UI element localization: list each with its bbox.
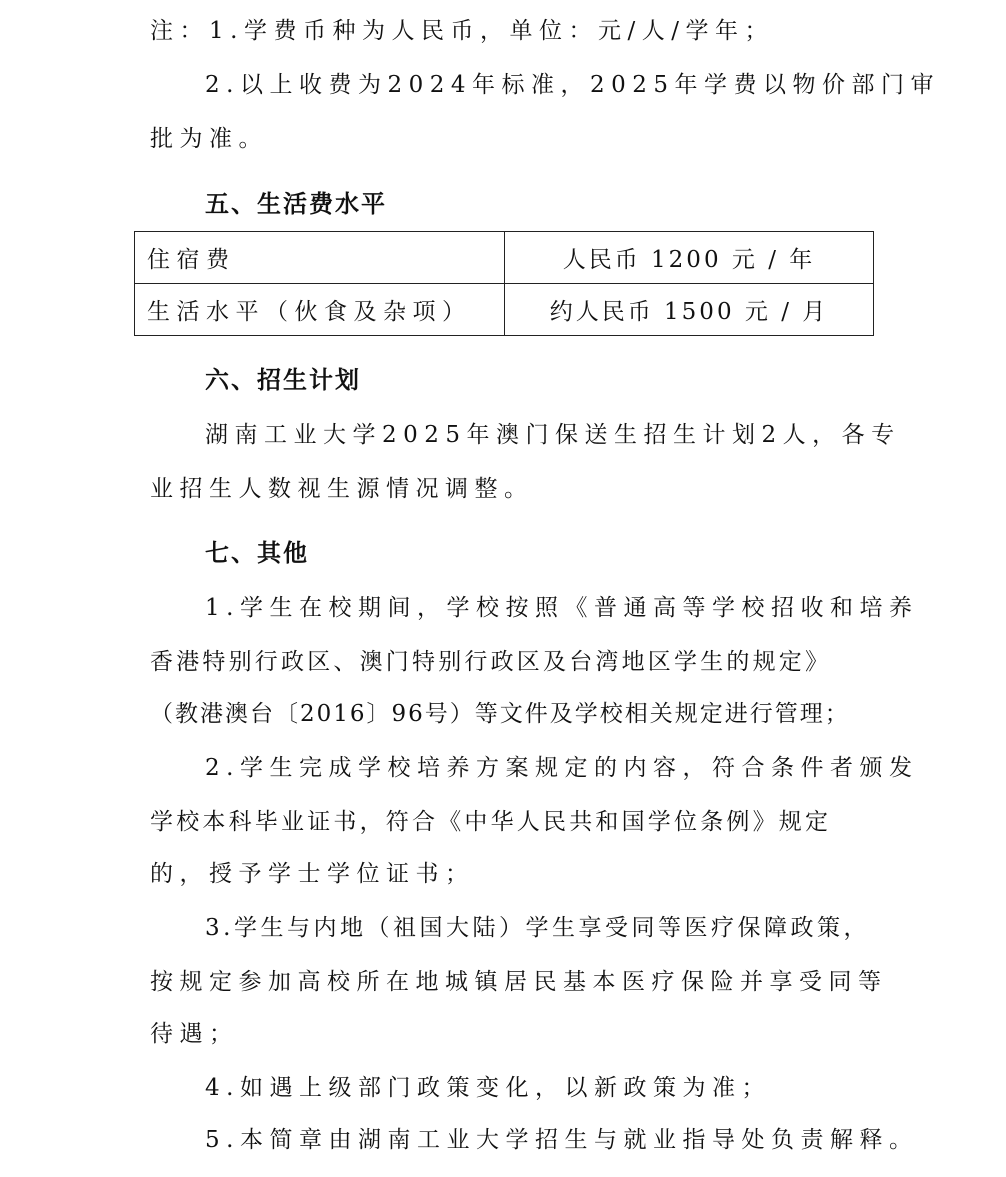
table-cell-label: 住宿费 xyxy=(135,232,505,284)
fee-note-line-3: 批为准。 xyxy=(150,126,268,152)
other-item-3-line-3: 待遇； xyxy=(150,1021,239,1047)
other-item-1-line-3: （教港澳台〔2016〕96号）等文件及学校相关规定进行管理； xyxy=(150,701,850,727)
other-item-1-line-1: 1.学生在校期间，学校按照《普通高等学校招收和培养 xyxy=(205,595,919,621)
section-heading-enrollment-plan: 六、招生计划 xyxy=(205,366,361,394)
living-costs-table xyxy=(134,231,874,336)
other-item-4: 4.如遇上级部门政策变化，以新政策为准； xyxy=(205,1075,771,1101)
fee-note-line-1: 注：1.学费币种为人民币，单位：元/人/学年； xyxy=(150,18,774,44)
section-heading-other: 七、其他 xyxy=(205,539,309,567)
other-item-2-line-2: 学校本科毕业证书，符合《中华人民共和国学位条例》规定 xyxy=(150,809,832,835)
other-item-2-line-1: 2.学生完成学校培养方案规定的内容，符合条件者颁发 xyxy=(205,755,919,781)
other-item-1-line-2: 香港特别行政区、澳门特别行政区及台湾地区学生的规定》 xyxy=(150,649,832,675)
table-row xyxy=(135,284,874,336)
other-item-5: 5.本简章由湖南工业大学招生与就业指导处负责解释。 xyxy=(205,1127,919,1153)
table-cell-value: 人民币 1200 元 / 年 xyxy=(505,232,874,284)
fee-note-line-2: 2.以上收费为2024年标准，2025年学费以物价部门审 xyxy=(205,72,941,98)
other-item-3-line-1: 3.学生与内地（祖国大陆）学生享受同等医疗保障政策， xyxy=(205,915,870,941)
table-row xyxy=(135,232,874,284)
other-item-2-line-3: 的，授予学士学位证书； xyxy=(150,861,475,887)
enrollment-plan-line-1: 湖南工业大学2025年澳门保送生招生计划2人，各专 xyxy=(205,422,901,448)
section-heading-living-costs: 五、生活费水平 xyxy=(205,190,387,218)
other-item-3-line-2: 按规定参加高校所在地城镇居民基本医疗保险并享受同等 xyxy=(150,969,888,995)
table-cell-value: 约人民币 1500 元 / 月 xyxy=(505,284,874,336)
enrollment-plan-line-2: 业招生人数视生源情况调整。 xyxy=(150,476,534,502)
table-cell-label: 生活水平（伙食及杂项） xyxy=(135,284,505,336)
